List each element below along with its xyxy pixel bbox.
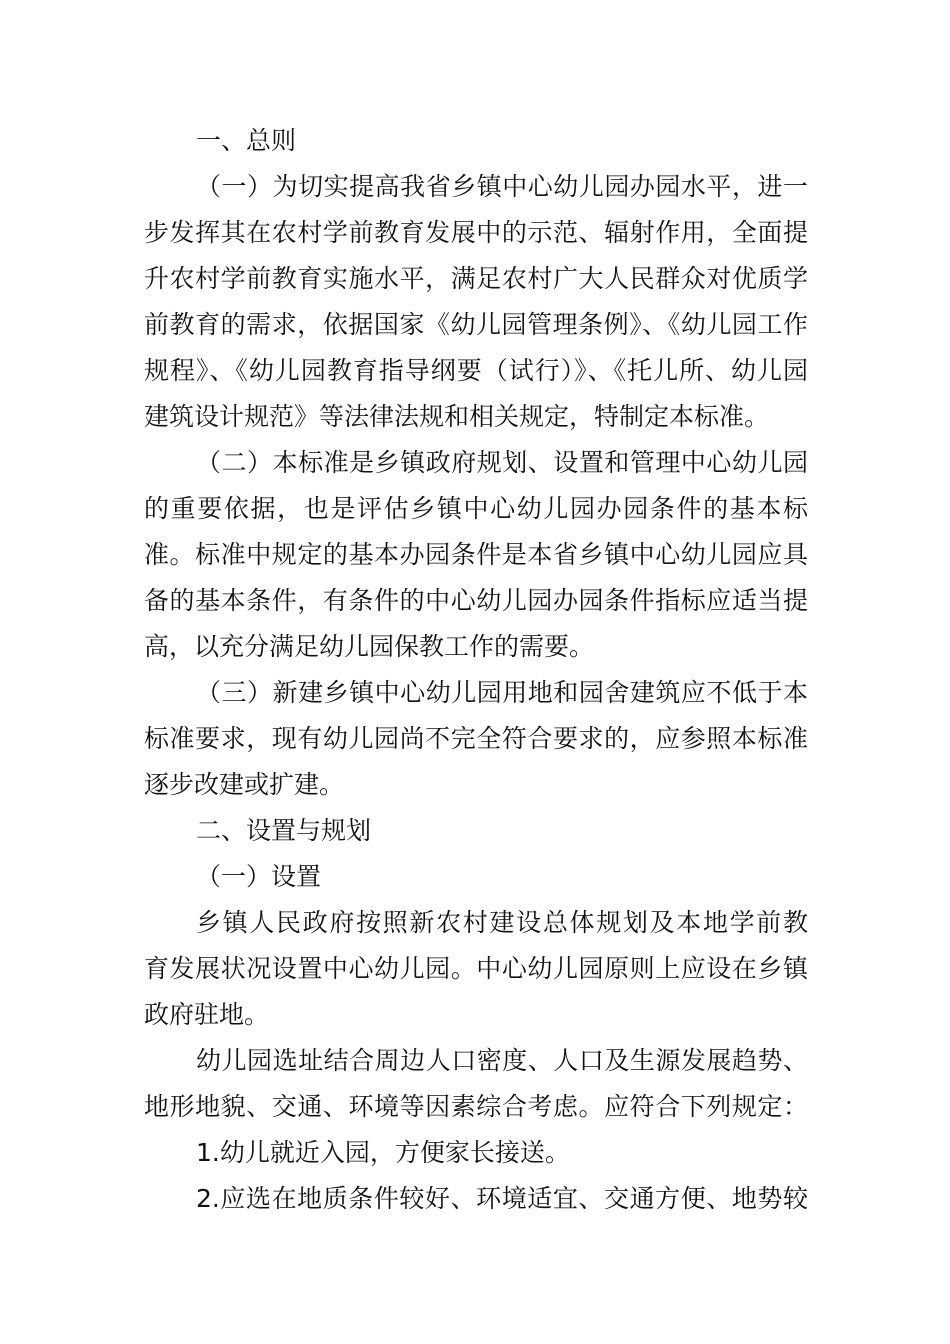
- paragraph-line: 逐步改建或扩建。: [144, 770, 345, 799]
- section-heading-general: 一、总则: [196, 126, 297, 155]
- paragraph-line: （一）为切实提高我省乡镇中心幼儿园办园水平，进一: [196, 172, 808, 201]
- paragraph-line: 幼儿园选址结合周边人口密度、人口及生源发展趋势、: [196, 1046, 808, 1075]
- list-item: 2.应选在地质条件较好、环境适宜、交通方便、地势较: [196, 1184, 808, 1213]
- paragraph-line: 高，以充分满足幼儿园保教工作的需要。: [144, 632, 595, 661]
- paragraph-line: 标准要求，现有幼儿园尚不完全符合要求的，应参照本标准: [144, 724, 808, 753]
- subsection-heading-setup: （一）设置: [196, 862, 322, 891]
- paragraph-line: 规程》、《幼儿园教育指导纲要（试行）》、《托儿所、幼儿园: [144, 356, 808, 385]
- document-body: [144, 118, 808, 1222]
- paragraph-line: 准。标准中规定的基本办园条件是本省乡镇中心幼儿园应具: [144, 540, 808, 569]
- paragraph-line: （三）新建乡镇中心幼儿园用地和园舍建筑应不低于本: [196, 678, 808, 707]
- paragraph-line: 建筑设计规范》等法律法规和相关规定，特制定本标准。: [144, 402, 770, 431]
- paragraph-line: 地形地貌、交通、环境等因素综合考虑。应符合下列规定：: [144, 1092, 808, 1121]
- section-heading-setup-planning: 二、设置与规划: [196, 816, 372, 845]
- paragraph-line: （二）本标准是乡镇政府规划、设置和管理中心幼儿园: [196, 448, 808, 477]
- paragraph-line: 升农村学前教育实施水平，满足农村广大人民群众对优质学: [144, 264, 808, 293]
- list-item: 1.幼儿就近入园，方便家长接送。: [196, 1138, 570, 1167]
- paragraph-line: 步发挥其在农村学前教育发展中的示范、辐射作用，全面提: [144, 218, 808, 247]
- paragraph-line: 政府驻地。: [144, 1000, 270, 1029]
- paragraph-line: 的重要依据，也是评估乡镇中心幼儿园办园条件的基本标: [144, 494, 808, 523]
- paragraph-line: 乡镇人民政府按照新农村建设总体规划及本地学前教: [196, 908, 808, 937]
- paragraph-line: 前教育的需求，依据国家《幼儿园管理条例》、《幼儿园工作: [144, 310, 808, 339]
- paragraph-line: 备的基本条件，有条件的中心幼儿园办园条件指标应适当提: [144, 586, 808, 615]
- paragraph-line: 育发展状况设置中心幼儿园。中心幼儿园原则上应设在乡镇: [144, 954, 808, 983]
